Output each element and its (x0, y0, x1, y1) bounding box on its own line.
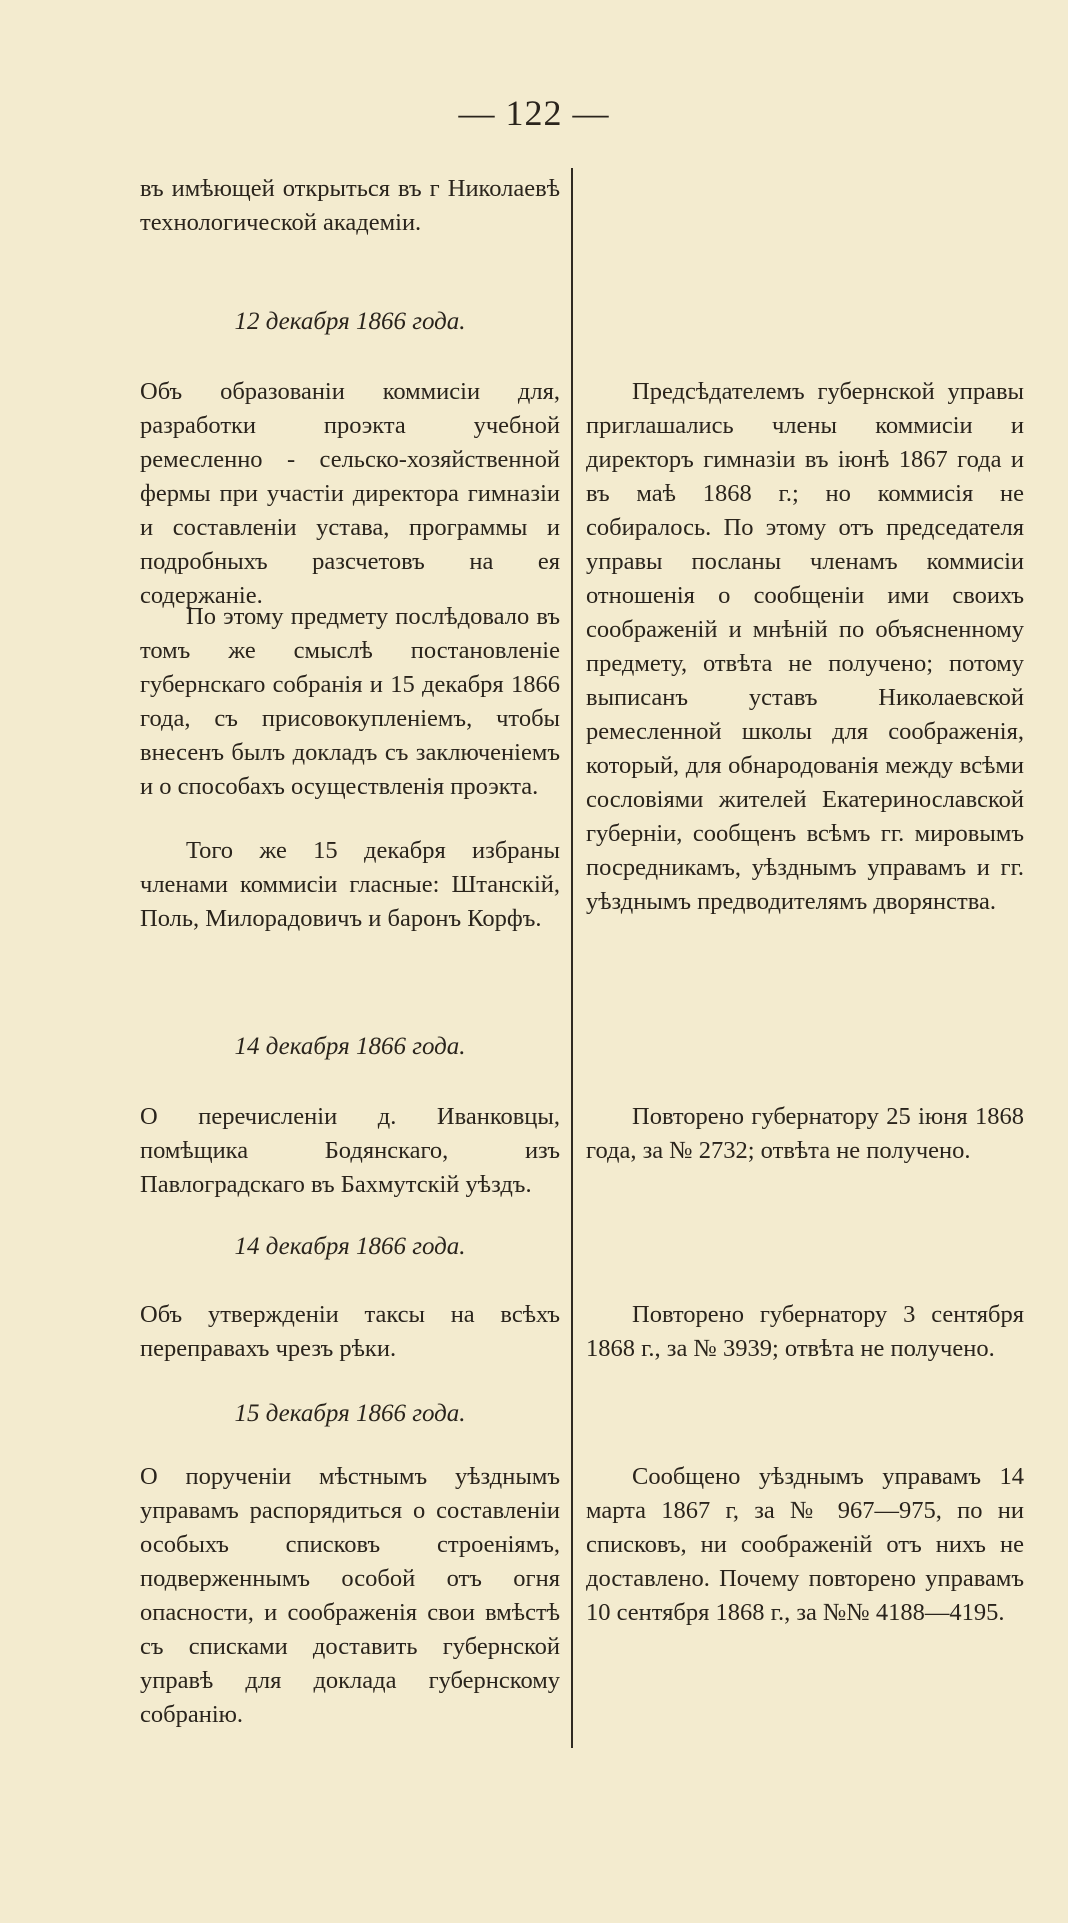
section-1-paragraph-2: По этому предмету послѣдовало въ томъ же смыслѣ постановленiе губернскаго собранiя и 15 декабря 1866 года, съ присовокупленiемъ, чтобы внесенъ былъ докладъ съ заключенiемъ и о способахъ осуществленiя проэкта. (140, 603, 560, 800)
section-1-paragraph-3: Того же 15 декабря избраны членами коммисiи гласные: Штанскiй, Поль, Милорадовичъ и баронъ Корфъ. (140, 837, 560, 932)
section-4-paragraph-1: О порученiи мѣстнымъ уѣзднымъ управамъ распорядиться о составленiи особыхъ списковъ строенiямъ, подверженнымъ особой отъ огня опасности, и соображенiя свои вмѣстѣ съ списками доставить губернской управѣ для доклада губернскому собранiю. (140, 1463, 560, 1728)
date-heading-2: 14 декабря 1866 года. (234, 1033, 466, 1060)
response-entry-1: Предсѣдателемъ губернской управы приглашались члены коммисiи и директоръ гимназiи въ iюнѣ 1867 года и въ маѣ 1868 г.; но коммисiя не собиралось. По этому отъ председателя управы посланы членамъ коммисiи отношенiя о сообщенiи ими своихъ соображенiй и мнѣнiй по объясненному предмету, отвѣта не получено; потому выписанъ уставъ Николаевской ремесленной школы для соображенiя, который, для обнародованiя между всѣми сословiями жителей Екатеринославской губернiи, сообщенъ всѣмъ гг. мировымъ посредникамъ, уѣзднымъ управамъ и гг. уѣзднымъ предводителямъ дворянства. (586, 378, 1024, 915)
continued-fragment: въ имѣющей открыться въ г Николаевѣ технологической академiи. (140, 175, 560, 236)
column-divider (571, 168, 573, 1748)
response-entry-3: Повторено губернатору 3 сентября 1868 г., за № 3939; отвѣта не получено. (586, 1301, 1024, 1362)
section-2-paragraph-1: О перечисленiи д. Иванковцы, помѣщика Бодянскаго, изъ Павлоградскаго въ Бахмутскiй уѣздъ. (140, 1103, 560, 1198)
response-entry-4: Сообщено уѣзднымъ управамъ 14 марта 1867 г, за № 967—975, по ни списковъ, ни соображенiй отъ нихъ не доставлено. Почему повторено управамъ 10 сентября 1868 г., за №№ 4188—4195. (586, 1463, 1024, 1626)
section-1-paragraph-1: Объ образованiи коммисiи для, разработки проэкта учебной ремесленно - сельско-хозяйственной фермы при участiи директора гимназiи и составленiи устава, программы и подробныхъ разсчетовъ на ея содержанiе. (140, 378, 560, 609)
date-heading-4: 15 декабря 1866 года. (234, 1400, 466, 1427)
date-heading-1: 12 декабря 1866 года. (234, 308, 466, 335)
response-entry-2: Повторено губернатору 25 iюня 1868 года, за № 2732; отвѣта не получено. (586, 1103, 1024, 1164)
section-3-paragraph-1: Объ утвержденiи таксы на всѣхъ переправахъ чрезъ рѣки. (140, 1301, 560, 1362)
page-number: — 122 — (458, 93, 610, 133)
date-heading-3: 14 декабря 1866 года. (234, 1233, 466, 1260)
